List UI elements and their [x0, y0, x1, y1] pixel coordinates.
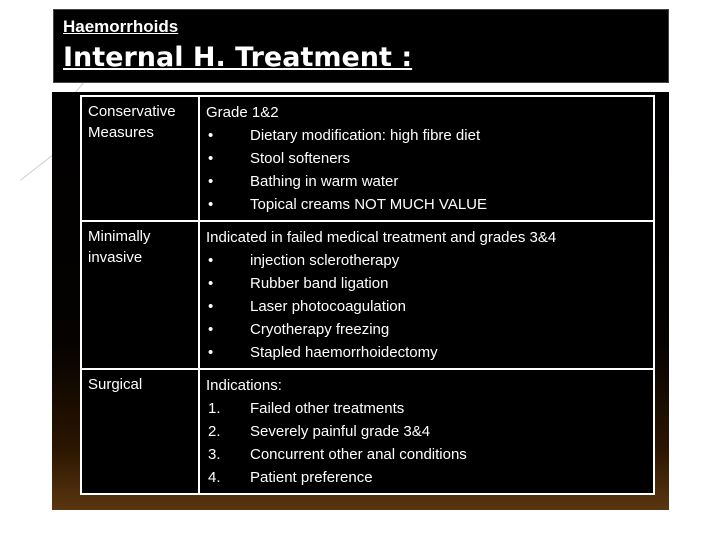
section-title: Haemorrhoids [63, 17, 179, 36]
list-item-text: Stapled haemorrhoidectomy [250, 344, 438, 361]
list-item [206, 193, 647, 216]
list-marker: • [208, 252, 214, 269]
list-marker: 4. [208, 469, 221, 486]
list-marker: • [208, 344, 214, 361]
content-panel [52, 92, 669, 510]
list-item [206, 147, 647, 170]
table-row [81, 96, 654, 221]
list-marker: • [208, 298, 214, 315]
list-item-text: Stool softeners [250, 150, 351, 167]
list-marker: 2. [208, 423, 221, 440]
list-marker: • [208, 321, 214, 338]
list-item [206, 170, 647, 193]
list-item-text: Bathing in warm water [250, 173, 399, 190]
list-item [206, 295, 647, 318]
details-intro: Indications: [206, 377, 282, 394]
list-item [206, 249, 647, 272]
list-marker: 3. [208, 446, 221, 463]
treatment-table [80, 95, 655, 495]
list-item-text: Concurrent other anal conditions [250, 446, 467, 463]
slide-title: Internal H. Treatment : [63, 42, 413, 73]
list-marker: 1. [208, 400, 221, 417]
treatment-table-body [81, 96, 654, 494]
treatment-category: Minimally invasive [81, 221, 199, 369]
slide-header [53, 9, 669, 83]
list-item-text: Patient preference [250, 469, 373, 486]
list-item-text: Dietary modification: high fibre diet [250, 127, 481, 144]
table-row [81, 221, 654, 369]
table-row [81, 369, 654, 494]
list-marker: • [208, 127, 214, 144]
treatment-details [199, 96, 654, 221]
treatment-details [199, 221, 654, 369]
list-marker: • [208, 196, 214, 213]
list-item [206, 124, 647, 147]
treatment-category: Surgical [81, 369, 199, 494]
list-item [206, 420, 647, 443]
list-marker: • [208, 173, 214, 190]
details-intro: Grade 1&2 [206, 104, 279, 121]
list-item-text: Topical creams NOT MUCH VALUE [250, 196, 487, 213]
list-item [206, 466, 647, 489]
treatment-details [199, 369, 654, 494]
list-item [206, 397, 647, 420]
list-item [206, 443, 647, 466]
list-item [206, 341, 647, 364]
list-marker: • [208, 275, 214, 292]
list-item-text: Failed other treatments [250, 400, 405, 417]
list-item [206, 318, 647, 341]
list-item-text: Rubber band ligation [250, 275, 389, 292]
list-item-text: Laser photocoagulation [250, 298, 406, 315]
list-item [206, 272, 647, 295]
treatment-category: Conservative Measures [81, 96, 199, 221]
list-marker: • [208, 150, 214, 167]
details-intro: Indicated in failed medical treatment and grades 3&4 [206, 229, 557, 246]
list-item-text: Severely painful grade 3&4 [250, 423, 431, 440]
list-item-text: injection sclerotherapy [250, 252, 400, 269]
list-item-text: Cryotherapy freezing [250, 321, 390, 338]
